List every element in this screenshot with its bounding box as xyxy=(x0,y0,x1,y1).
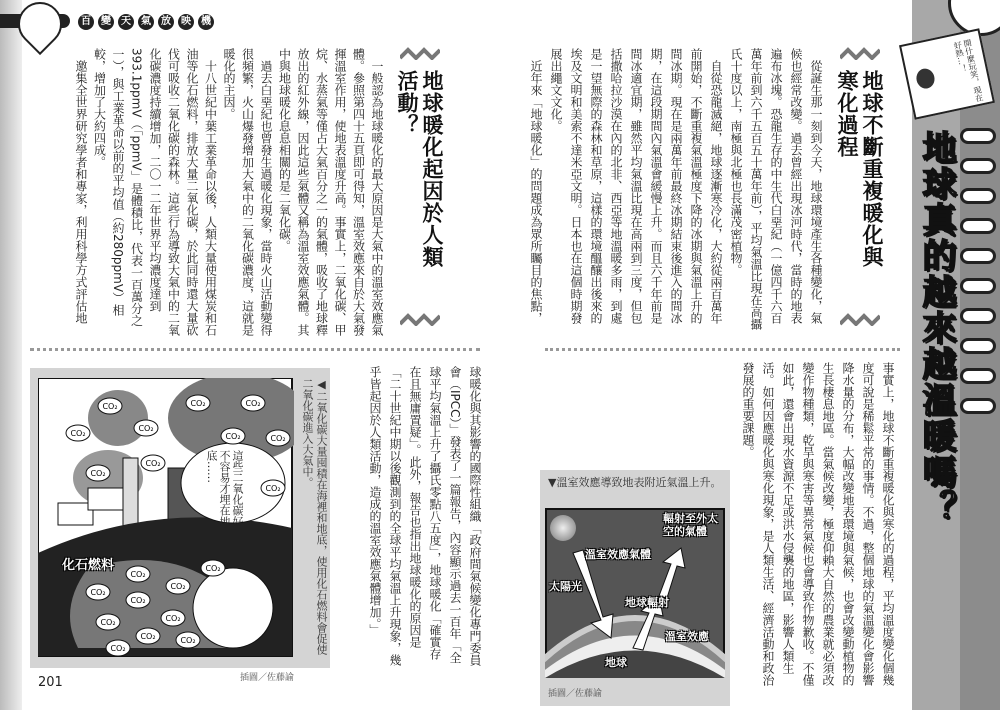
paragraph: 一般認為地球暖化的最大原因是大氣中的溫室效應氣體。參照第四十五頁即可得知，溫室效應來自於大氣發揮溫室作用，使地表溫度升高。事實上，二氧化碳、甲烷、水蒸氣等僅占大氣百分之一的氣體，吸收了地球釋放出的紅外線，因此這些氣體又稱為溫室效應氣體。其中與地球暖化息息相關的是二氧化碳。 xyxy=(277,48,384,336)
zigzag-decoration xyxy=(400,46,440,60)
co2-label: CO₂ xyxy=(170,582,186,591)
truck-icon xyxy=(88,488,123,510)
binder-ring-icon xyxy=(960,278,996,294)
co2-bubble xyxy=(166,578,190,594)
series-char: 氣 xyxy=(138,14,154,30)
co2-label: CO₂ xyxy=(205,564,221,573)
page-number: 201 xyxy=(38,675,63,690)
co2-bubble xyxy=(98,398,122,414)
label-sunlight: 太陽光 xyxy=(549,580,582,593)
section-heading: 地球不斷重複暖化與寒化過程 xyxy=(835,70,884,268)
series-char: 天 xyxy=(118,14,134,30)
diagram-credit: 插圖／佐藤諭 xyxy=(548,689,603,699)
comic-speech: 開什麼玩笑，現在好熱…！ xyxy=(952,38,985,103)
paragraph: 邀集全世界研究學者和專家，利用科學方式評估地 xyxy=(74,60,88,324)
co2-label: CO₂ xyxy=(265,484,281,493)
zigzag-decoration xyxy=(400,312,440,326)
binder-ring-icon xyxy=(960,218,996,234)
paragraph: 從誕生那一刻到今天，地球環境產生各種變化，氣候也經常改變。過去曾經出現冰河時代，當時的地表遍布冰塊。恐龍生存的中生代白堊紀（一億四千六百萬年前到六千五百五十萬年前），平均氣溫比現在高攝氏十度以上，南極與北極也長滿茂密植物。 xyxy=(729,48,823,330)
co2-bubble xyxy=(96,614,120,630)
binder-ring-icon xyxy=(960,308,996,324)
chimney-icon xyxy=(123,458,138,528)
co2-label: CO₂ xyxy=(90,469,106,478)
co2-bubble xyxy=(261,480,285,496)
binder-ring-icon xyxy=(960,128,996,144)
binder-ring-icon xyxy=(960,368,996,384)
divider xyxy=(545,348,900,351)
co2-label: CO₂ xyxy=(165,614,181,623)
label-greenhouse: 溫室效應 xyxy=(665,630,709,643)
co2-bubble xyxy=(66,425,90,441)
co2-label: CO₂ xyxy=(145,459,161,468)
co2-label: CO₂ xyxy=(140,632,156,641)
co2-label: CO₂ xyxy=(110,644,126,653)
illustration-caption: ◀二氧化碳大量囤積在海裡和地底，使用化石燃料會促使二氧化碳進入大氣中。 xyxy=(301,378,328,655)
co2-label: CO₂ xyxy=(138,424,154,433)
page-gutter xyxy=(0,0,22,710)
body-text xyxy=(72,48,387,336)
label-fossil-fuel: 化石燃料 xyxy=(62,558,115,573)
body-text xyxy=(365,366,485,671)
mole-character-icon xyxy=(193,568,273,648)
label-escape: 輻射至外太空的氣體 xyxy=(663,512,718,538)
binder-ring-icon xyxy=(960,338,996,354)
zigzag-decoration xyxy=(840,46,880,60)
zigzag-decoration xyxy=(840,312,880,326)
co2-bubble xyxy=(136,628,160,644)
label-earth-radiation: 地球輻射 xyxy=(625,596,669,609)
co2-bubble xyxy=(176,632,200,648)
co2-label: CO₂ xyxy=(245,399,261,408)
co2-label: CO₂ xyxy=(100,618,116,627)
binder-ring-icon xyxy=(960,248,996,264)
binder-ring-icon xyxy=(960,158,996,174)
series-char: 變 xyxy=(98,14,114,30)
co2-bubble xyxy=(86,584,110,600)
co2-bubble xyxy=(106,640,130,656)
co2-label: CO₂ xyxy=(270,434,286,443)
co2-label: CO₂ xyxy=(190,399,206,408)
paragraph: 事實上，地球不斷重複暖化與寒化的過程，平均溫度變化個幾度可說是稀鬆平常的事情。不過，整個地球的氣溫變化會影響降水量的分布，大幅改變地表環境與氣候，也會改變動植物的生長棲息地區。當氣候改變，極度仰賴大自然的農業就必須改變作物種類，乾旱與寒害等異常氣候也會導致作物歉收。不僅如此，還會出現水資源不足或洪水侵襲的地區，影響人類生活。如何因應暖化與寒化現象，是人類生活、經濟活動和政治發展的重要課題。 xyxy=(741,362,895,686)
fossil-fuel-illustration xyxy=(38,378,294,658)
paragraph: 球暖化與其影響的國際性組織「政府間氣候變化專門委員會（IPCC）」發表了一篇報告，內容顯示過去一百年「全球平均氣溫上升了攝氏零點八五度」，地球暖化「確實存在且無庸置疑」。此外，報告也指出地球暖化的原因是「二十世紀中期以後觀測到的全球平均氣溫上升現象，幾乎皆起因於人類活動，造成的溫室效應氣體增加。」 xyxy=(368,366,482,666)
co2-label: CO₂ xyxy=(130,596,146,605)
co2-label: CO₂ xyxy=(70,429,86,438)
co2-bubble xyxy=(241,395,265,411)
series-char: 機 xyxy=(198,14,214,30)
body-text xyxy=(526,48,826,333)
greenhouse-diagram xyxy=(545,508,725,678)
paragraph: 十八世紀中葉工業革命以後，人類大量使用煤炭和石油等化石燃料，排放大量二氧化碳，於此同時還大量砍伐可吸收二氧化碳的森林。這些行為導致大氣中的二氧化碳濃度持續增加，二〇一二年世界平均濃度達到393.1ppmV（「ppmV」是體積比，代表一百萬分之一），與工業革命以前的平均值（約280ppmV）相較，增加了大約四成。 xyxy=(92,48,218,336)
co2-bubble xyxy=(161,610,185,626)
body-text xyxy=(738,362,898,690)
co2-bubble xyxy=(134,420,158,436)
co2-bubble xyxy=(266,430,290,446)
co2-label: CO₂ xyxy=(102,402,118,411)
divider xyxy=(30,348,480,351)
binder-ring-icon xyxy=(960,398,996,414)
co2-bubble xyxy=(126,592,150,608)
series-char: 放 xyxy=(158,14,174,30)
co2-bubble xyxy=(221,428,245,444)
paragraph: 近年來「地球暖化」的問題成為眾所矚目的焦點， xyxy=(529,60,543,324)
section-heading: 地球暖化起因於人類活動？ xyxy=(395,70,444,268)
co2-label: CO₂ xyxy=(130,570,146,579)
co2-bubble xyxy=(86,465,110,481)
paragraph: 過去白堊紀也曾發生過暖化現象，當時火山活動變得很頻繁，火山爆發增加大氣中的二氧化碳濃度，這就是暖化的主因。 xyxy=(222,48,273,336)
speech-text: 這些二氧化碳好不容易才埋在地底…… xyxy=(205,450,244,527)
paragraph: 自從恐龍滅絕，地球逐漸寒冷化，大約從兩百萬年前開始，不斷重複氣溫極度下降的冰期與氣溫上升的間冰期。現在是兩萬年前最終冰期結束後進入的間冰期，在這段期間內氣溫會緩慢上升。而且六千年前是間冰適宜期，雖然平均氣溫比現在高兩到三度，但包括撒哈拉沙漠在內的北非、西亞等地溫暖多雨，到處是一望無際的森林和草原，這樣的環境醞釀出後來的埃及文明和美索不達米亞文明。日本也在這個時期發展出繩文文化。 xyxy=(549,48,723,324)
co2-bubble xyxy=(141,455,165,471)
diagram-caption: ▼溫室效應導致地表附近氣溫上升。 xyxy=(548,476,722,489)
co2-label: CO₂ xyxy=(225,432,241,441)
co2-label: CO₂ xyxy=(180,636,196,645)
binder-ring-icon xyxy=(960,188,996,204)
sun-icon xyxy=(550,515,576,541)
chapter-title: 地球真的越來越溫暖嗎？ xyxy=(916,130,956,526)
co2-label: CO₂ xyxy=(90,588,106,597)
co2-bubble xyxy=(126,566,150,582)
illustration-credit: 插圖／佐藤諭 xyxy=(240,673,295,683)
label-earth: 地球 xyxy=(605,656,627,669)
series-title xyxy=(78,14,214,30)
series-char: 映 xyxy=(178,14,194,30)
series-char: 百 xyxy=(78,14,94,30)
co2-bubble xyxy=(201,560,225,576)
co2-bubble xyxy=(186,395,210,411)
label-ghg: 溫室效應氣體 xyxy=(585,548,651,561)
character-icon xyxy=(915,67,937,90)
